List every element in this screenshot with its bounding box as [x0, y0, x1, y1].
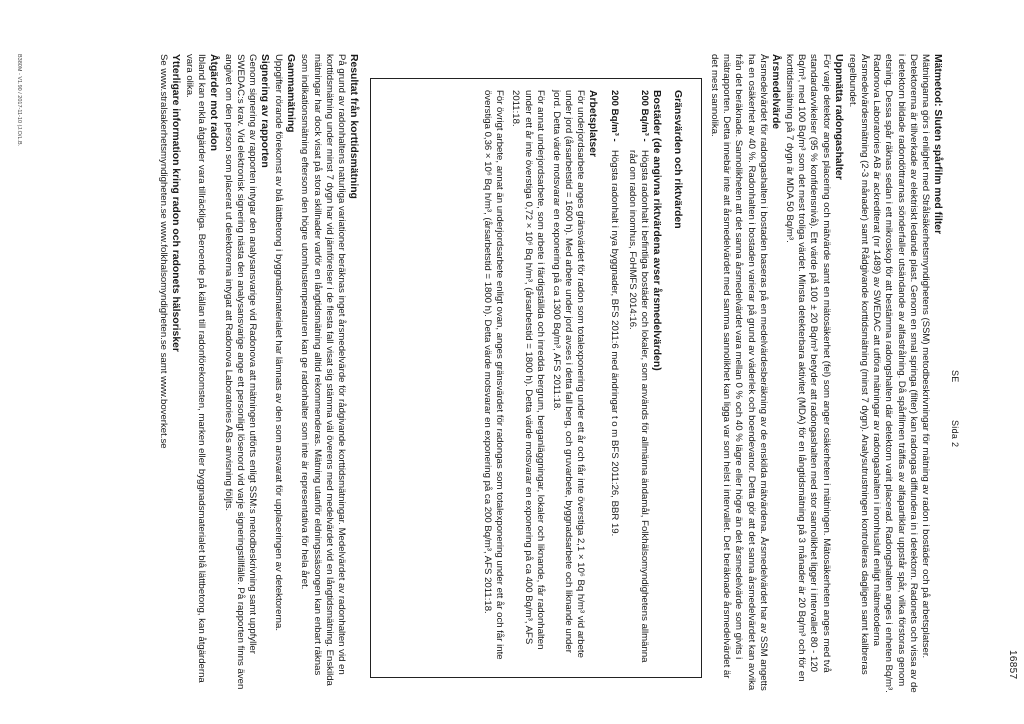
- method-text: Mätningarna görs i enlighet med Strålsäkerhetsmyndighetens (SSM) metodbeskrivningar för mätning av radon i bostäder och på arbetsplatser. Detektorerna är tillverkade av elektriskt ledande plast. Genom en smal springa (filter) kan radongas diffundera in i detektorn. Radonets och vissa av de i detektorn bildade radondöttrarnas sönderfaller utsändande av alfastrålning. Då spårfilmen träffas av alfapartiklar uppstår spår, vilka förstoras genom etsning. Dessa spår räknas sedan i ett mikroskop för att bestämma radongshalten där detektorn varit placerad. Radongshalten anges i enheten Bq/m³. Radonova Laboratories AB är ackrediterat (nr 1489) av SWEDAC att utföra mätningar av radongashalten i inomhusluft enligt mätmetoderna Årsmedelvärdesmätning (2-3 månader) samt Rådgivande korttidsmätning (minst 7 dygn). Analysutrustningen kontrolleras dagligen samt kalibreras regelbundet.: [846, 54, 931, 693]
- info-text: Se www.stralsakerhetsmyndigheten.se www.folkhalsomyndigheten.se samt www.boverket.se: [157, 54, 169, 449]
- lower-section: [156, 54, 360, 694]
- method-heading: Mätmetod: Sluten spårfilm med filter: [932, 54, 943, 235]
- limit-desc: Högsta radonhalt i nya byggnader, BFS 2011:6 med ändringar t o m BFS 2011:26, BBR 19.: [608, 150, 620, 537]
- limit-row: [626, 90, 650, 665]
- work-text-2: För annat underjordsarbete, som arbete i färdigställda och inredda bergrum, berganläggningar, lokaler och liknande, får radonhalten under ett år inte överstiga 0,72 × 10⁶ Bq h/m³, (årsarbetstid = 1800 h). Detta värde motsvarar en exponering på ca 400 Bq/m³, AFS 2011:18.: [510, 90, 546, 650]
- page-label: Sida 2: [950, 420, 960, 448]
- limit-value: 200 Bq/m³ -: [639, 90, 650, 142]
- annual-heading: Årsmedelvärde: [769, 54, 781, 130]
- limit-row: [607, 90, 619, 665]
- work-heading: Arbetsplatser: [587, 90, 599, 157]
- uncertainty-text: För varje detektor anges placering och mätvärde samt en mätosäkerhet (fel) som anger osäkerheten i mätningen. Mätosäkerheten anges med två standardavvikelser (95 % konfidensnivå). Ett värde på 100 ± 20 Bq/m³ betyder att radongashalten med stor sannolikhet ligger i intervallet 80 - 120 Bq/m³, med 100 Bq/m³ som det mest troliga värdet. Minsta detekterbara aktivitet (MDA) för en långtidsmätning på 3 månader är 20 Bq/m³ och för en korttidsmätning på 7 dygn är MDA 50 Bq/m³.: [783, 54, 832, 682]
- limits-section: [481, 90, 684, 665]
- signing-heading: Signering av rapporten: [258, 54, 270, 168]
- shortterm-text: På grund av radonhaltens naturliga variationer beräknas inget årsmedelvärde för rådgivande korttidsmätningar. Medelvärdet av radonhalten vid en korttidsmätning under minst 7 dygn har vid jämförelser i de flesta fall visat sig stämma väl överens med medelvärdet vid en långtidsmätning. Enskilda mätningar har dock visat på stora skillnader varför en långtidsmätning alltid rekommenderas. Mätning utanför eldningssäsongen kan enbart räknas som indikationsmätning eftersom den högre utomhustemperaturen kan ge radonhalter som inte är representativa för hela året.: [299, 54, 347, 686]
- uncertainty-heading: Uppmätta radongashalter: [832, 54, 844, 180]
- measures-heading: Åtgärder mot radon: [208, 54, 220, 151]
- gamma-heading: Gammamätning: [285, 54, 297, 133]
- gamma-text: Uppgifter rörande förekomst av blå lättbetong i byggnadsmaterialet har lämnats av den som ansvarat för upplaceringen av detektorerna.: [273, 54, 285, 632]
- measures-text: Ibland kan enkla åtgärder vara tillräckliga. Beroende på källan till radonförekomsten, marken eller byggnadsmaterialet blå lättbetong, kan åtgärderna vara olika.: [184, 54, 208, 683]
- annual-text: Årsmedelvärdet för radongashalten i bostaden baseras på en medelvärdesberäkning av de enskilda mätvärdena. Årsmedelvärdet har av SSM angetts ha en osäkerhet av 40 %. Radonhalten i bostaden varierar på grund av väderlek och boendevanor. Detta gör att det sanna årsmedelvärdet kan avvika från det beräknade. Sannolikheten att det sanna årsmedelvärdet vara mellan 0 % och 40 % lägre eller högre än det årsmedelvärde som givits i mätrapporten. Detta innebär inte att årsmedelvärdet med samma sannolikhet kan ligga var som helst i intervallet. Det beräknade årsmedelvärdet är det mest sannolika.: [708, 54, 769, 691]
- work-text: För underjordsarbete anges gränsvärdet för radon som totalexponering under ett år och får inte överstiga 2,1 × 10⁶ Bq h/m³ vid arbete under jord (årsarbetstid = 1600 h). Med arbete under jord avses i detta fall berg, och gruvarbete, byggnadsarbete och liknande under jord. Detta värde motsvarar en exponering på ca 1300 Bq/m³, AFS 2011:18.: [550, 90, 587, 658]
- work-text-3: För övrigt arbete, annat än underjordsarbete enligt ovan, anges gränsvärdet för radongas som totalexponering under ett år och får inte överstiga 0,36 × 10⁶ Bq h/m³, (årsarbetstid = 1800 h). Detta värde motsvarar en exponering på ca 200 Bq/m³, AFS 2011:18.: [481, 90, 506, 660]
- limit-value: 200 Bq/m³ -: [608, 90, 620, 142]
- language-code: SE: [950, 370, 960, 383]
- doc-number: 16857: [1007, 650, 1018, 680]
- signing-text: Genom signering av rapporten intygar den analysansvarige vid Radonova att mätningen utförts enligt SSM:s metodbeskrivning samt uppfyller SWEDAC:s krav. Vid elektronisk signering nästa den analysansvarige ange ett personligt lösenord vid varje signeringstillfälle. På rapporten finns även angivet om den person som placerat ut detektorerna intygat att Radonova Laboratories ABs anvisning följts.: [222, 54, 258, 690]
- homes-heading: Bostäder (de angivna riktvärdena avser årsmedelvärden): [651, 90, 662, 371]
- footer-code: B380M - V1.90 / 2017-11-10 (J.O/L.B.: [16, 54, 22, 147]
- limit-desc: Högsta radonhalt i befintliga bostäder och lokaler, som används för allmänna ändamål, Folkhälsomyndighetens allmänna råd om radon inomhus, FoHMFS 2014:16.: [626, 150, 650, 663]
- method-section: [707, 54, 944, 694]
- shortterm-heading: Resultat från korttidsmätning: [348, 54, 359, 199]
- info-heading: Ytterligare information kring radon och radonets hälsorisker: [169, 54, 181, 352]
- limits-heading: Gränsvärden och riktvärden: [672, 90, 683, 229]
